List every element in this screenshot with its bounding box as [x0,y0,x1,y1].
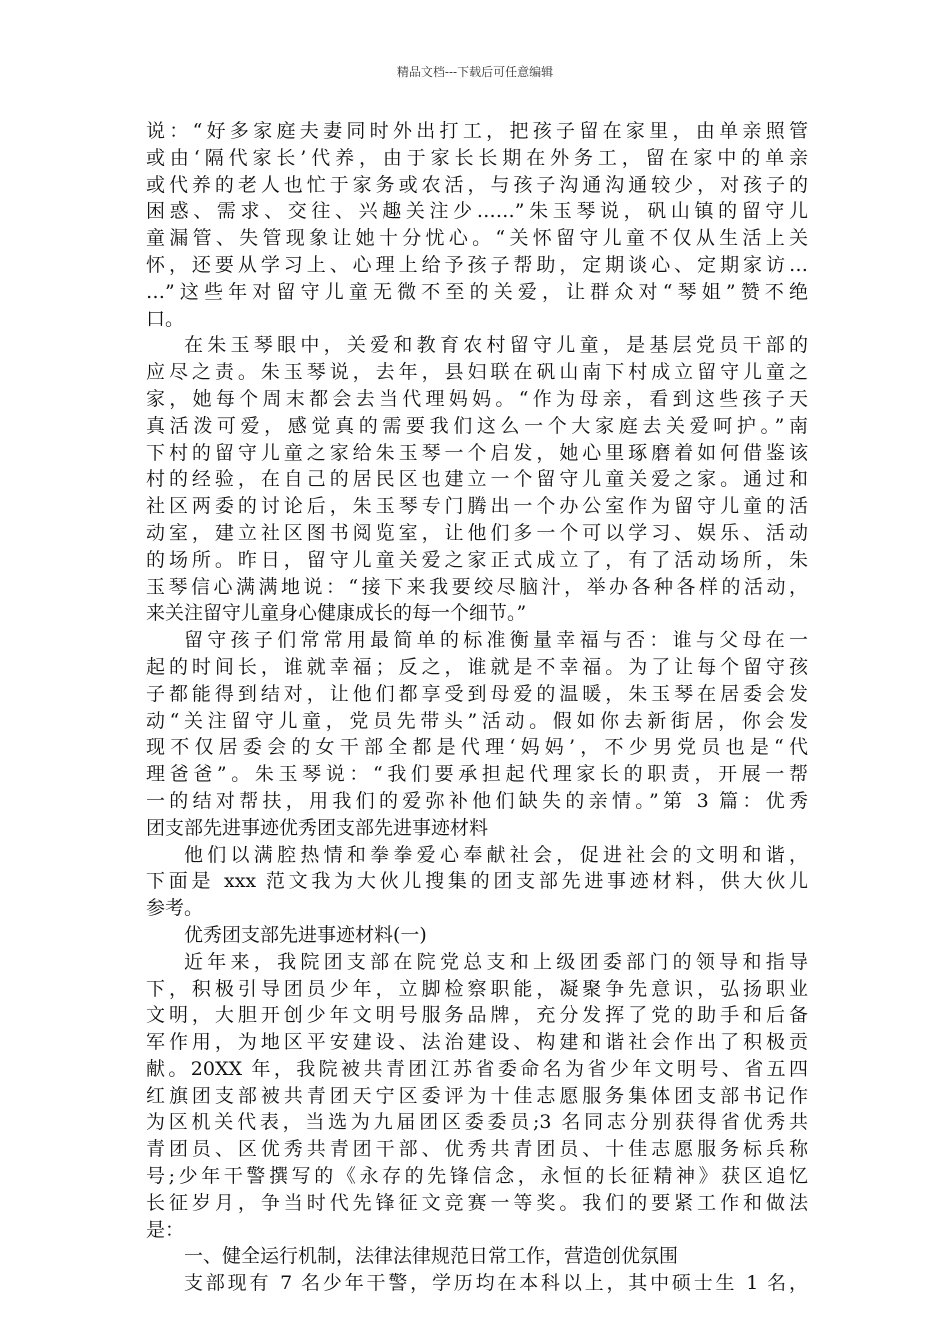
text-line: 来关注留守儿童身心健康成长的每一个细节。” [146,602,527,625]
page-header: 精品文档---下载后可任意编辑 [396,65,554,79]
text-line: 支部现有 7 名少年干警，学历均在本科以上，其中硕士生 1 名， [184,1272,808,1295]
text-line: 动室，建立社区图书阅览室，让他们多一个可以学习、娱乐、活动 [146,521,808,544]
text-line: 一的结对帮扶，用我们的爱弥补他们缺失的亲情。”第 3 篇：优秀 [146,789,808,812]
text-line: 社区两委的讨论后，朱玉琴专门腾出一个办公室作为留守儿童的活 [146,495,808,518]
text-line: 近年来，我院团支部在院党总支和上级团委部门的领导和指导 [184,950,808,973]
text-line: 理爸爸”。朱玉琴说：“我们要承担起代理家长的职责，开展一帮 [146,763,808,786]
text-line: 一、健全运行机制，法律法律规范日常工作，营造创优氛围 [184,1245,679,1268]
text-line: 的场所。昨日，留守儿童关爱之家正式成立了，有了活动场所，朱 [146,548,808,571]
text-line: 军作用，为地区平安建设、法治建设、构建和谐社会作出了积极贡 [146,1031,808,1054]
text-line: 参考。 [146,897,204,920]
text-line: 起的时间长，谁就幸福；反之，谁就是不幸福。为了让每个留守孩 [146,655,808,678]
text-line: 留守孩子们常常用最简单的标准衡量幸福与否：谁与父母在一 [184,629,808,652]
text-line: 真活泼可爱，感觉真的需要我们这么一个大家庭去关爱呵护。”南 [146,414,808,437]
text-line: 为区机关代表，当选为九届团区委委员;3 名同志分别获得省优秀共 [146,1111,808,1134]
text-line: 长征岁月，争当时代先锋征文竞赛一等奖。我们的要紧工作和做法 [146,1191,808,1214]
text-line: 优秀团支部先进事迹材料(一) [184,923,427,946]
text-line: 下，积极引导团员少年，立脚检察职能，凝聚争先意识，弘扬职业 [146,977,808,1000]
text-line: …”这些年对留守儿童无微不至的关爱，让群众对“琴姐”赞不绝 [146,280,808,303]
text-line: 他们以满腔热情和拳拳爱心奉献社会，促进社会的文明和谐， [184,843,808,866]
text-line: 困惑、需求、交往、兴趣关注少……”朱玉琴说，矾山镇的留守儿 [146,200,808,223]
text-line: 红旗团支部被共青团天宁区委评为十佳志愿服务集体团支部书记作 [146,1084,808,1107]
text-line: 下村的留守儿童之家给朱玉琴一个启发，她心里琢磨着如何借鉴该 [146,441,808,464]
text-line: 怀，还要从学习上、心理上给予孩子帮助，定期谈心、定期家访… [146,253,808,276]
text-line: 文明，大胆开创少年文明号服务品牌，充分发挥了党的助手和后备 [146,1004,808,1027]
text-line: 动“关注留守儿童，党员先带头”活动。假如你去新街居，你会发 [146,709,808,732]
text-line: 玉琴信心满满地说：“接下来我要绞尽脑汁，举办各种各样的活动， [146,575,808,598]
text-line: 村的经验，在自己的居民区也建立一个留守儿童关爱之家。通过和 [146,468,808,491]
text-line: 口。 [146,307,185,330]
text-line: 下面是 xxx 范文我为大伙儿搜集的团支部先进事迹材料，供大伙儿 [146,870,808,893]
text-line: 在朱玉琴眼中，关爱和教育农村留守儿童，是基层党员干部的 [184,334,808,357]
text-line: 家，她每个周末都会去当代理妈妈。“作为母亲，看到这些孩子天 [146,387,808,410]
document-body [146,118,808,1297]
text-line: 应尽之责。朱玉琴说，去年，县妇联在矾山南下村成立留守儿童之 [146,361,808,384]
text-line: 童漏管、失管现象让她十分忧心。“关怀留守儿童不仅从生活上关 [146,227,808,250]
text-line: 献。20XX 年，我院被共青团江苏省委命名为省少年文明号、省五四 [146,1057,808,1080]
text-line: 团支部先进事迹优秀团支部先进事迹材料 [146,816,489,839]
text-line: 号;少年干警撰写的《永存的先锋信念，永恒的长征精神》获区追忆 [146,1165,808,1188]
text-line: 是： [146,1218,185,1241]
text-line: 现不仅居委会的女干部全都是代理‘妈妈’，不少男党员也是“代 [146,736,808,759]
text-line: 子都能得到结对，让他们都享受到母爱的温暖，朱玉琴在居委会发 [146,682,808,705]
text-line: 或代养的老人也忙于家务或农活，与孩子沟通沟通较少，对孩子的 [146,173,808,196]
text-line: 青团员、区优秀共青团干部、优秀共青团员、十佳志愿服务标兵称 [146,1138,808,1161]
text-line: 或由‘隔代家长’代养，由于家长长期在外务工，留在家中的单亲 [146,146,808,169]
text-line: 说：“好多家庭夫妻同时外出打工，把孩子留在家里，由单亲照管 [146,120,808,142]
